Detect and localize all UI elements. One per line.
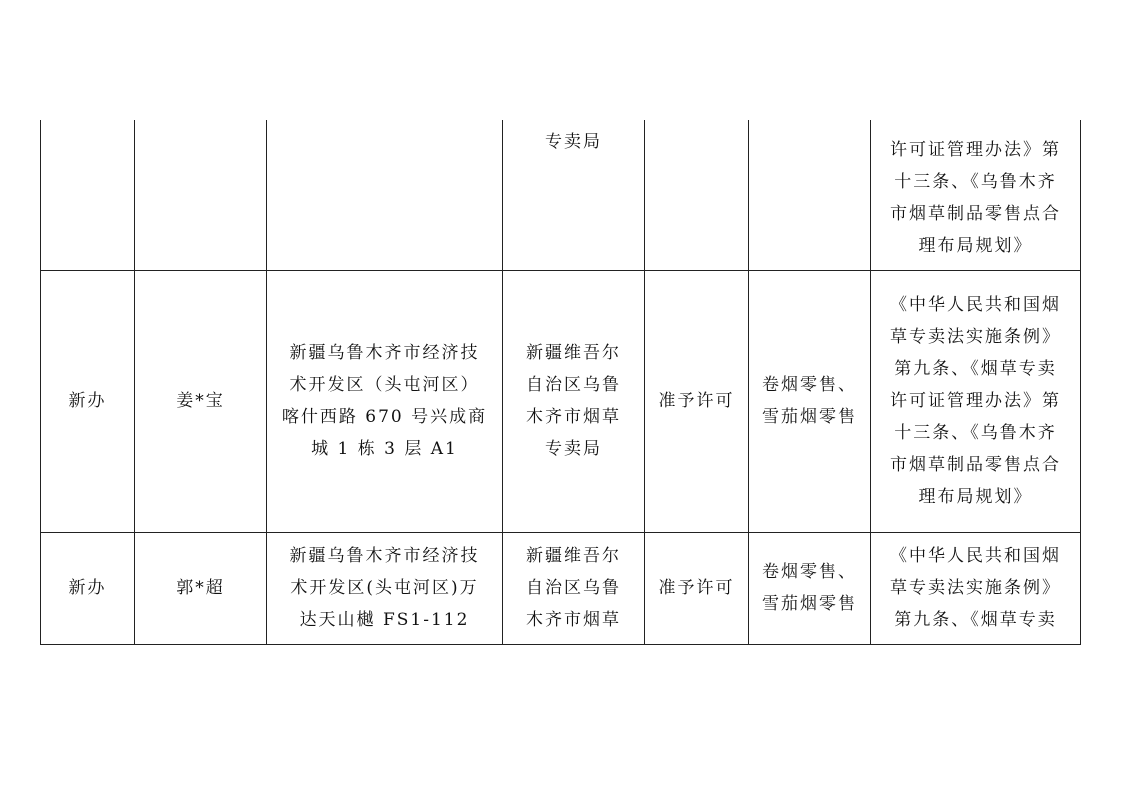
scope-line: 雪茄烟零售 — [762, 407, 857, 427]
authority-line: 自治区乌鲁 — [526, 375, 621, 395]
name-text: 郭*超 — [176, 578, 225, 598]
type-cell — [41, 120, 135, 270]
address-cell — [267, 270, 503, 532]
basis-line: 《中华人民共和国烟 — [890, 295, 1061, 315]
basis-line: 许可证管理办法》第 — [890, 139, 1061, 160]
address-line: 术开发区（头屯河区） — [289, 375, 480, 395]
decision-text: 准予许可 — [658, 391, 735, 411]
address-cell — [267, 532, 503, 644]
basis-line: 许可证管理办法》第 — [890, 391, 1061, 411]
basis-line: 市烟草制品零售点合 — [890, 455, 1061, 475]
basis-line: 草专卖法实施条例》 — [890, 327, 1061, 347]
scope-line: 卷烟零售、 — [762, 562, 857, 582]
type-cell — [41, 532, 135, 644]
address-line: 达天山樾 FS1-112 — [299, 610, 470, 630]
decision-text: 准予许可 — [658, 578, 735, 598]
table-row — [41, 532, 1081, 644]
authority-cell — [503, 532, 645, 644]
table-row — [41, 120, 1081, 270]
authority-line: 专卖局 — [545, 439, 602, 459]
type-cell — [41, 270, 135, 532]
authority-line: 木齐市烟草 — [526, 407, 621, 427]
basis-line: 市烟草制品零售点合 — [890, 203, 1061, 224]
basis-cell — [871, 120, 1081, 270]
basis-line: 第九条、《烟草专卖 — [894, 610, 1057, 630]
authority-line: 专卖局 — [545, 132, 602, 152]
license-table — [40, 120, 1081, 645]
type-text: 新办 — [68, 578, 107, 598]
basis-line: 第九条、《烟草专卖 — [894, 359, 1057, 379]
authority-line: 新疆维吾尔 — [526, 546, 621, 566]
scope-cell — [749, 120, 871, 270]
scope-line: 卷烟零售、 — [762, 375, 857, 395]
address-line: 喀什西路 670 号兴成商 — [281, 407, 488, 427]
authority-line: 自治区乌鲁 — [526, 578, 621, 598]
authority-line: 新疆维吾尔 — [526, 343, 621, 363]
address-line: 城 1 栋 3 层 A1 — [311, 439, 458, 459]
authority-line: 木齐市烟草 — [526, 610, 621, 630]
scope-cell — [749, 270, 871, 532]
scope-line: 雪茄烟零售 — [762, 594, 857, 614]
type-text: 新办 — [68, 391, 107, 411]
basis-cell — [871, 532, 1081, 644]
basis-line: 理布局规划》 — [918, 235, 1033, 256]
name-text: 姜*宝 — [176, 391, 225, 411]
decision-cell — [645, 532, 749, 644]
address-line: 新疆乌鲁木齐市经济技 — [289, 343, 480, 363]
basis-line: 十三条、《乌鲁木齐 — [894, 423, 1057, 443]
name-cell — [135, 120, 267, 270]
table-row — [41, 270, 1081, 532]
authority-cell — [503, 120, 645, 270]
address-line: 术开发区(头屯河区)万 — [290, 578, 479, 598]
scope-cell — [749, 532, 871, 644]
name-cell — [135, 270, 267, 532]
authority-cell — [503, 270, 645, 532]
basis-line: 草专卖法实施条例》 — [890, 578, 1061, 598]
address-line: 新疆乌鲁木齐市经济技 — [289, 546, 480, 566]
address-cell — [267, 120, 503, 270]
basis-line: 《中华人民共和国烟 — [890, 546, 1061, 566]
decision-cell — [645, 120, 749, 270]
basis-line: 十三条、《乌鲁木齐 — [894, 171, 1057, 192]
basis-line: 理布局规划》 — [918, 487, 1033, 507]
basis-cell — [871, 270, 1081, 532]
decision-cell — [645, 270, 749, 532]
name-cell — [135, 532, 267, 644]
